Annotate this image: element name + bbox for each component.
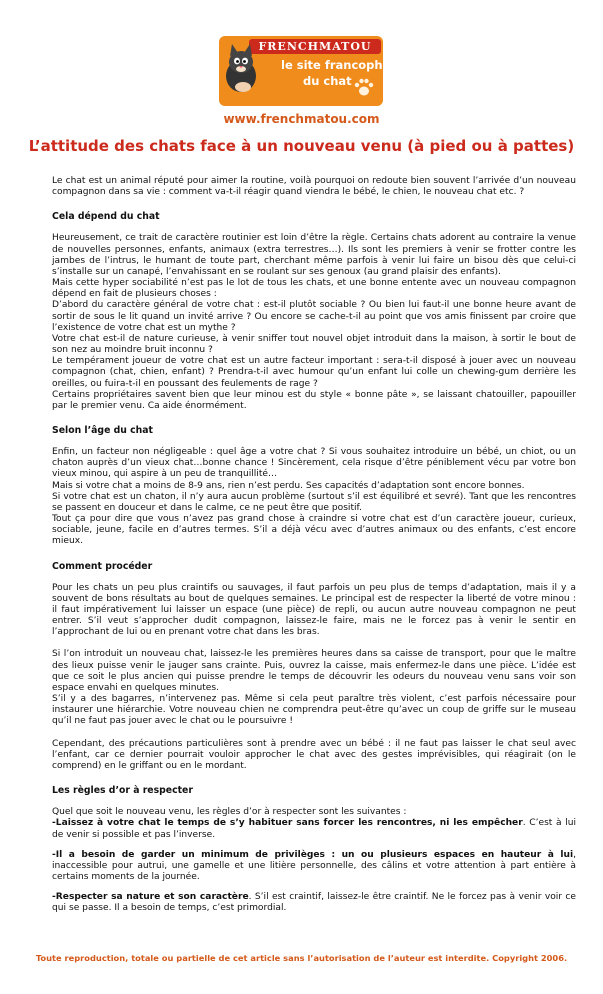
section-heading: Les règles d’or à respecter	[52, 785, 193, 797]
paragraph: -Respecter sa nature et son caractère. S’il est craintif, laissez-le être craintif. Ne le forcez pas à venir voir ce qui se passe. Il a besoin de temps, c’est primordial.	[52, 892, 576, 914]
logo-tagline-2: du chat	[303, 74, 352, 88]
logo-brand: FRENCHMATOU	[249, 39, 381, 54]
copyright-footer: Toute reproduction, totale ou partielle de cet article sans l’autorisation de l’auteur est interdite. Copyright 2006.	[35, 953, 568, 963]
paragraph: Quel que soit le nouveau venu, les règles d’or à respecter sont les suivantes : -Laissez à votre chat le temps de s’y habituer sans forcer les rencontres, ni les empêcher. C’est à lui de venir si possible et pas l’inverse.	[52, 807, 577, 840]
paragraph: Si l’on introduit un nouveau chat, laissez-le les premières heures dans sa caisse de transport, pour que le maître des lieux puisse venir le jauger sans crainte. Puis, ouvrez la caisse, mais enfermez-le dans une pièce. L’idée est que ce soit le plus ancien qui puisse prendre le temps de découvrir les odeurs du nouveau venu sans voir son espace envahi en quelques minutes. S’il y a des bagarres, n’intervenez pas. Même si cela peut paraître très violent, c’est parfois nécessaire pour instaurer une hiérarchie. Votre nouveau chien ne comprendra peut-être qu’avec un coup de griffe sur le museau qu’il ne faut pas jouer avec le chat ou le poursuivre !	[52, 649, 576, 727]
paragraph: Heureusement, ce trait de caractère routinier est loin d’être la règle. Certains chats adorent au contraire la venue de nouvelles personnes, enfants, animaux (extra terrestres…). Ils sont les premiers à venir se frotter contre les jambes de l’intrus, le humant de toute part, cherchant même parfois à venir lui faire un bisou dès que celui-ci s’installe sur un canapé, l’envahissant en se roulant sur ses genoux (au grand plaisir des enfants). Mais cette hyper sociabilité n’est pas le lot de tous les chats, et une bonne entente avec un nouveau compagnon dépend en fait de plusieurs choses : D’abord du caractère général de votre chat : est-il plutôt sociable ? Ou bien lui faut-il une bonne heure avant de sortir de sous le lit quand un invité arrive ? Ou encore se cache-t-il au point que vos amis finissent par croire que l’existence de votre chat est un mythe ? Votre chat est-il de nature curieuse, à venir sniffer tout nouvel objet introduit dans la maison, à sortir le bout de son nez au moindre bruit inconnu ? Le tempérament joueur de votre chat est un autre facteur important : sera-t-il disposé à jouer avec un nouveau compagnon (chat, chien, enfant) ? Prendra-t-il avec humour qu’un enfant lui colle un chewing-gum derrière les oreilles, ou fuira-t-il en poussant des feulements de rage ? Certains propriétaires savent bien que leur minou est du style « bonne pâte », se laissant chatouiller, papouiller par le premier venu. Ca aide énormément.	[52, 233, 576, 411]
section-heading: Cela dépend du chat	[52, 211, 160, 223]
paragraph: Enfin, un facteur non négligeable : quel âge a votre chat ? Si vous souhaitez introduire un bébé, un chiot, ou un chaton auprès d’un vieux chat…bonne chance ! Sincèrement, cela risque d’être péniblement vécu par votre bon vieux minou, qui aspire à un peu de tranquillité… Mais si votre chat a moins de 8-9 ans, rien n’est perdu. Ses capacités d’adaptation sont encore bonnes. Si votre chat est un chaton, il n’y aura aucun problème (surtout s’il est équilibré et sevré). Tant que les rencontres se passent en douceur et dans le calme, ce ne peut être que positif. Tout ça pour dire que vous n’avez pas grand chose à craindre si votre chat est d’un caractère joueur, curieux, sociable, jeune, facile en d’autres termes. S’il a déjà vécu avec d’autres animaux ou des enfants, c’est encore mieux.	[52, 447, 576, 547]
logo-tagline-1: le site francophone	[281, 58, 407, 72]
rule-emphasis: -Laissez à votre chat le temps de s’y habituer sans forcer les rencontres, ni les empêcher	[52, 818, 523, 829]
site-url[interactable]: www.frenchmatou.com	[223, 112, 380, 126]
paragraph: Cependant, des précautions particulières sont à prendre avec un bébé : il ne faut pas laisser le chat seul avec l’enfant, car ce dernier pourrait vouloir approcher le chat avec des gestes imprévisibles, qui réagirait (on le comprend) en le griffant ou en le mordant.	[52, 738, 576, 771]
article-title: L’attitude des chats face à un nouveau venu (à pied ou à pattes)	[28, 137, 575, 155]
paw-print-icon	[353, 76, 375, 98]
cat-mascot-icon	[223, 42, 259, 94]
rule-emphasis: -Il a besoin de garder un minimum de privilèges : un ou plusieurs espaces en hauteur à lui	[52, 849, 574, 860]
rule-emphasis: -Respecter sa nature et son caractère	[52, 892, 249, 903]
article-body	[52, 176, 576, 923]
site-logo	[219, 36, 407, 106]
paragraph: -Il a besoin de garder un minimum de privilèges : un ou plusieurs espaces en hauteur à lui, inaccessible pour autrui, une gamelle et une litière personnelle, des câlins et votre attention à part entière à certains moments de la journée.	[52, 849, 576, 882]
section-heading: Comment procéder	[52, 560, 153, 572]
intro-paragraph: Le chat est un animal réputé pour aimer la routine, voilà pourquoi on redoute bien souvent l’arrivée d’un nouveau compagnon dans sa vie : comment va-t-il réagir quand viendra le bébé, le chien, le nouveau chat etc. ?	[52, 176, 576, 198]
paragraph: Pour les chats un peu plus craintifs ou sauvages, il faut parfois un peu plus de temps d’adaptation, mais il y a souvent de bons résultats au bout de quelques semaines. Le principal est de respecter la liberté de votre minou : il faut impérativement lui laisser un espace (une pièce) de repli, ou aucun autre nouveau compagnon ne peut entrer. S’il veut s’approcher dudit compagnon, laissez-le faire, mais ne le forcez pas à venir le sentir en l’approchant de lui ou en prenant votre chat dans les bras.	[52, 582, 576, 638]
section-heading: Selon l’âge du chat	[52, 424, 153, 436]
